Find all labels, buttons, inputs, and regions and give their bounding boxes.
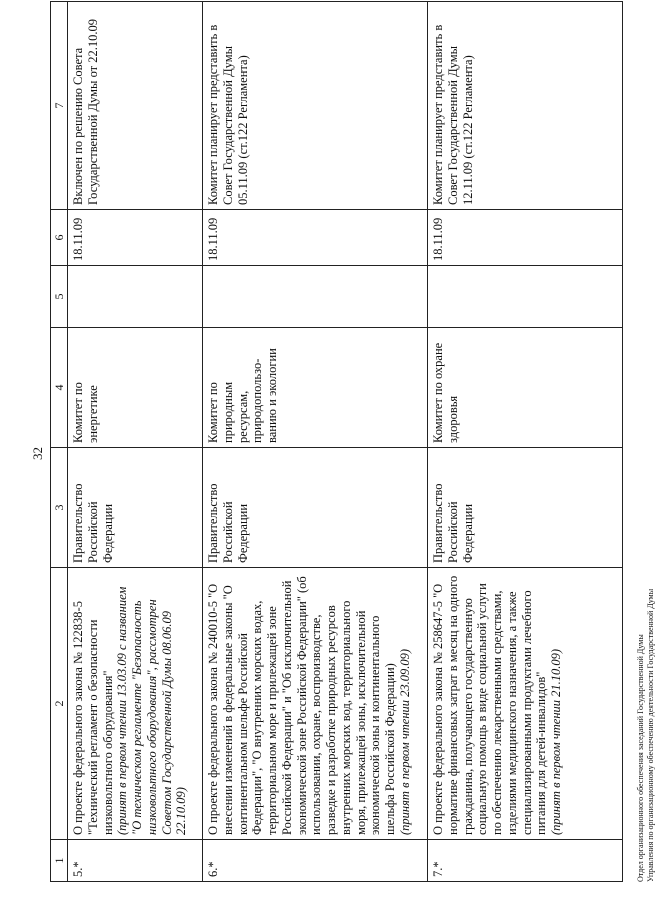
bill-cell <box>68 568 203 840</box>
col5-cell <box>68 266 203 328</box>
date-cell: 18.11.09 <box>203 210 428 266</box>
date-cell: 18.11.09 <box>68 210 203 266</box>
page-number: 32 <box>30 447 45 460</box>
header-col-3: 3 <box>51 448 68 568</box>
bill-note: (принят в первом чтении 23.09.09) <box>397 648 412 835</box>
bills-table <box>50 1 623 882</box>
header-col-2: 2 <box>51 568 68 840</box>
committee-cell: Комитет по природным ресурсам, природопользо-ванию и экологии <box>203 328 428 448</box>
header-col-7: 7 <box>51 2 68 210</box>
row-number: 5.* <box>68 840 203 882</box>
table-row <box>68 2 203 882</box>
bill-title: О проекте федерального закона № 258647-5 "О нормативе финансовых затрат в месяц на одного гражданина, получающего государственную социальную помощь в виде социальной услуги по обеспечению лекарственными средствами, изделиями медицинского назначения, а также специализированными продуктами лечебного питания для детей-инвалидов" <box>431 575 549 835</box>
bill-note: (принят в первом чтении 13.03.09 с названием "О техническом регламенте "Безопасность низковольтного оборудования", рассмотрен Советом Государственной Думы 08.06.09 22.10.09) <box>115 586 189 835</box>
row-number: 7.* <box>428 840 623 882</box>
committee-cell: Комитет по охране здоровья <box>428 328 623 448</box>
header-row <box>51 2 68 882</box>
initiator-cell: Правительство Российской Федерации <box>428 448 623 568</box>
header-col-1: 1 <box>51 840 68 882</box>
bill-note: (принят в первом чтении 21.10.09) <box>549 648 564 835</box>
col5-cell <box>428 266 623 328</box>
header-col-4: 4 <box>51 328 68 448</box>
col5-cell <box>203 266 428 328</box>
status-cell: Комитет планирует представить в Совет Государственной Думы 05.11.09 (ст.122 Регламента) <box>203 2 428 210</box>
table-row <box>203 2 428 882</box>
date-cell: 18.11.09 <box>428 210 623 266</box>
committee-cell: Комитет по энергетике <box>68 328 203 448</box>
row-number: 6.* <box>203 840 428 882</box>
bill-cell <box>203 568 428 840</box>
initiator-cell: Правительство Российской Федерации <box>203 448 428 568</box>
initiator-cell: Правительство Российской Федерации <box>68 448 203 568</box>
table-row <box>428 2 623 882</box>
footer <box>636 589 656 882</box>
header-col-6: 6 <box>51 210 68 266</box>
footer-line-1: Отдел организационного обеспечения заседаний Государственной Думы <box>636 634 645 882</box>
header-col-5: 5 <box>51 266 68 328</box>
status-cell: Комитет планирует представить в Совет Государственной Думы 12.11.09 (ст.122 Регламента) <box>428 2 623 210</box>
bill-title: О проекте федерального закона № 122838-5 "Технический регламент о безопасности низковольтного оборудования" <box>71 601 115 835</box>
status-cell: Включен по решению Совета Государственной Думы от 22.10.09 <box>68 2 203 210</box>
bill-cell <box>428 568 623 840</box>
footer-line-2: Управления по организационному обеспечению деятельности Государственной Думы <box>646 588 655 882</box>
bill-title: О проекте федерального закона № 240010-5 "О внесении изменений в федеральные законы "О континентальном шельфе Российской Федерации", "О внутренних морских водах, территориальном море и прилежащей зоне Российской Федерации" и "Об исключительной экономической зоне Российской Федерации" (об использовании, охране, воспроизводстве, разведке и разработке природных ресурсов внутренних морских вод, территориального моря, прилежащей зоны, исключительной экономической зоны и континентального шельфа Российской Федерации) <box>206 576 398 835</box>
